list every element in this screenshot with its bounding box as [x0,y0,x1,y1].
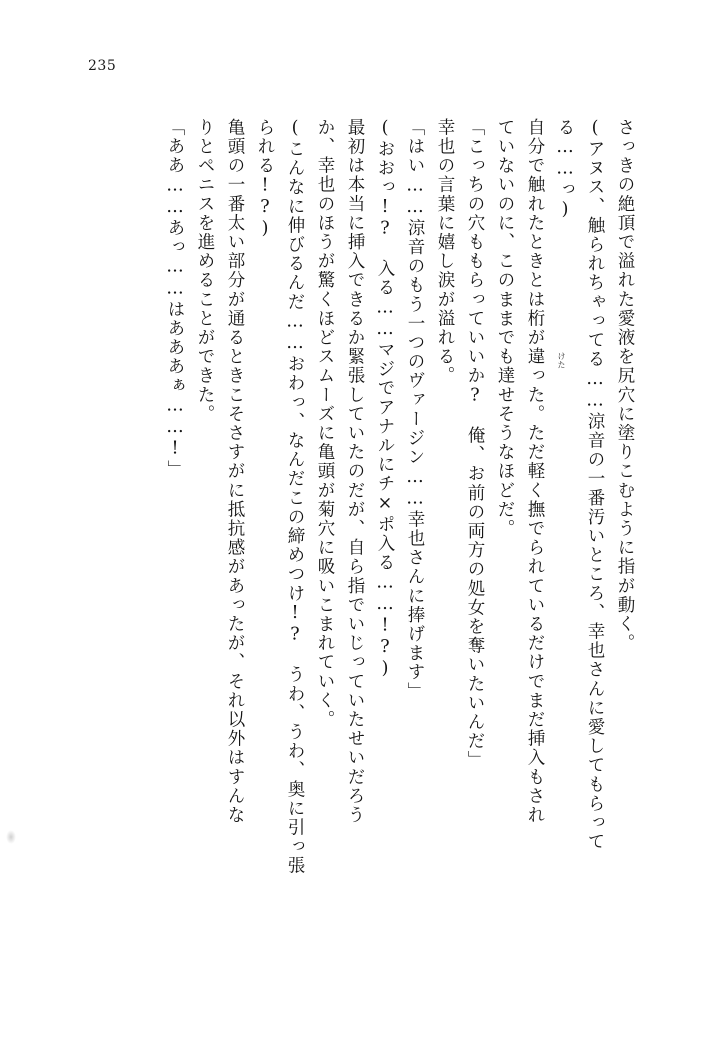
text-line: ていないのに、このままでも達せそうなほどだ。 [495,118,515,539]
text-line: 幸也の言葉に嬉し涙が溢れる。 [435,118,455,386]
text-line: (こんなに伸びるんだ……おわっ、なんだこの締めつけ!? うわ、うわ、奥に引っ張 [285,118,305,876]
text-line: 自分で触れたときとは桁が違った。ただ軽く撫でられているだけでまだ挿入もされ [525,118,545,825]
text-line: る……っ) [555,118,575,221]
text-line: (おおっ!? 入る……マジでアナルにチ×ポ入る……!?) [375,118,395,681]
text-line: さっきの絶頂で溢れた愛液を尻穴に塗りこむように指が動く。 [615,118,635,653]
text-line: 最初は本当に挿入できるか緊張していたのだが、自ら指でいじっていたせいだろう [345,118,365,825]
text-line: 「こっちの穴ももらっていいか? 俺、お前の両方の処女を奪いたいんだ」 [465,118,485,770]
text-line: か、幸也のほうが驚くほどスムーズに亀頭が菊穴に吸いこまれていく。 [315,118,335,730]
text-line: られる!?) [255,118,275,241]
body-text [73,118,633,988]
page-number: 235 [88,58,117,74]
text-line: りとペニスを進めることができた。 [195,118,215,424]
text-line: (アヌス、触られちゃってる……涼音の一番汚いところ、幸也さんに愛してもらって [585,118,605,852]
text-line: 「ああ……あっ……はあああぁ……!」 [165,118,185,480]
text-line: 「はい……涼音のもう一つのヴァージン……幸也さんに捧げます」 [405,118,425,701]
page-smudge [6,830,16,844]
ruby-annotation: けた [557,352,566,369]
text-line: 亀頭の一番太い部分が通るときこそさすがに抵抗感があったが、それ以外はすんな [225,118,245,825]
